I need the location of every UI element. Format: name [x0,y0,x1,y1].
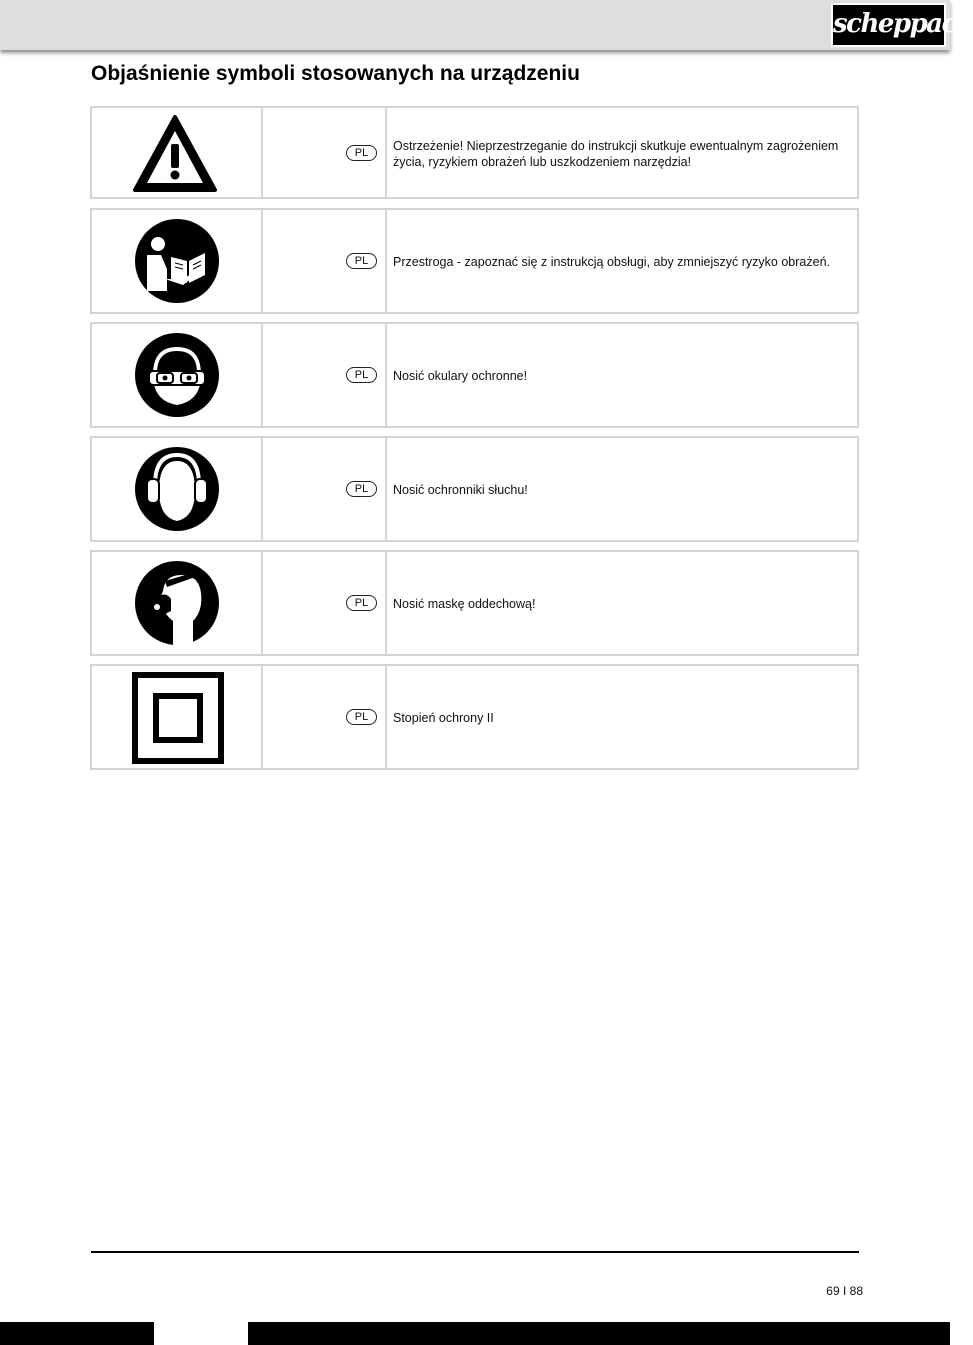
language-cell [263,552,387,654]
language-badge: PL [346,709,377,725]
symbol-icon-cell [92,666,263,768]
read-manual-icon [135,219,219,303]
language-badge: PL [346,367,377,383]
page-number: 69 I 88 [826,1284,863,1298]
symbol-row-warning [90,106,859,199]
language-badge: PL [346,481,377,497]
symbol-icon-cell [92,438,263,540]
symbol-description: Stopień ochrony II [393,711,494,725]
symbol-description: Nosić maskę oddechową! [393,597,536,611]
language-cell [263,666,387,768]
language-cell [263,324,387,426]
protection-class-ii-icon [132,672,224,764]
language-cell [263,210,387,312]
safety-goggles-icon [135,333,219,417]
symbol-description: Nosić ochronniki słuchu! [393,483,528,497]
symbol-description: Przestroga - zapoznać się z instrukcją obsługi, aby zmniejszyć ryzyko obrażeń. [393,255,830,269]
symbol-icon-cell [92,324,263,426]
warning-triangle-icon [132,114,218,193]
symbol-description: Nosić okulary ochronne! [393,369,528,383]
language-badge: PL [346,595,377,611]
symbol-row-respirator [90,550,859,656]
language-cell [263,108,387,197]
symbol-icon-cell [92,108,263,197]
header-band [0,0,950,50]
page-title: Objaśnienie symboli stosowanych na urządzeniu [91,62,580,85]
ear-protection-icon [135,447,219,531]
symbol-row-goggles [90,322,859,428]
symbol-row-manual [90,208,859,314]
footer-bar-right [248,1322,950,1345]
symbol-row-protection-class [90,664,859,770]
language-cell [263,438,387,540]
footer-bar-left [0,1322,154,1345]
symbol-icon-cell [92,552,263,654]
symbol-description: Ostrzeżenie! Nieprzestrzeganie do instrukcji skutkuje ewentualnym zagrożeniem życia, ryzykiem obrażeń lub uszkodzeniem narzędzia! [393,139,839,169]
symbol-row-ear-protection [90,436,859,542]
footer-divider [91,1251,859,1253]
scheppach-logo: scheppach [831,3,946,47]
language-badge: PL [346,145,377,161]
language-badge: PL [346,253,377,269]
respirator-mask-icon [135,561,219,645]
symbol-icon-cell [92,210,263,312]
